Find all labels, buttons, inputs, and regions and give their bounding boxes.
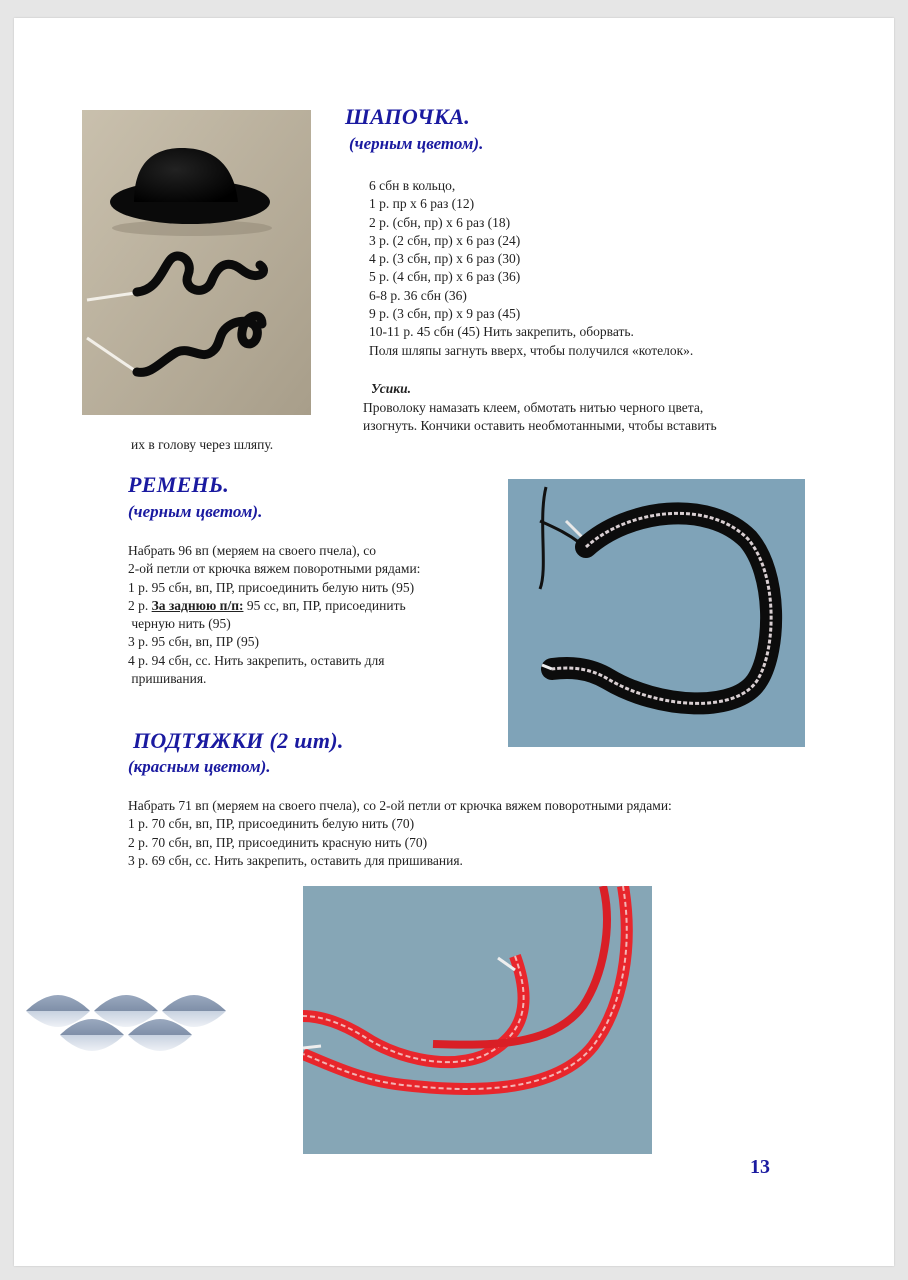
belt-row2-prefix: 2 р. [128,597,152,613]
belt-line: Набрать 96 вп (меряем на своего пчела), со [128,543,377,558]
whiskers-title: Усики. [371,381,411,396]
belt-instructions [128,542,420,688]
whiskers-line: изогнуть. Кончики оставить необмотанными, чтобы вставить [363,418,717,433]
hat-row: 10-11 р. 45 сбн (45) Нить закрепить, оборвать. [369,324,634,340]
suspenders-line: 3 р. 69 сбн, сс. Нить закрепить, оставить для пришивания. [128,852,463,868]
belt-row2-bold: За заднюю п/п: [151,597,244,613]
belt-line: пришивания. [128,671,207,687]
belt-photo [508,479,805,747]
wave-diamond-ornament-icon [26,993,226,1055]
suspenders-subtitle: (красным цветом). [128,757,271,776]
hat-title: ШАПОЧКА. [345,104,471,129]
belt-line: 3 р. 95 сбн, вп, ПР (95) [128,634,259,650]
hat-row: 6 сбн в кольцо, [369,178,456,193]
suspenders-line: Набрать 71 вп (меряем на своего пчела), со 2-ой петли от крючка вяжем поворотными рядами: [128,798,672,813]
belt-line: 4 р. 94 сбн, сс. Нить закрепить, оставить для [128,652,385,668]
hat-subtitle: (черным цветом). [349,134,484,153]
belt-title: РЕМЕНЬ. [128,472,230,497]
hat-row: 1 р. пр х 6 раз (12) [369,196,475,212]
hat-row: 6-8 р. 36 сбн (36) [369,287,467,303]
belt-line: 1 р. 95 сбн, вп, ПР, присоединить белую нить (95) [128,579,415,595]
suspenders-line: 1 р. 70 сбн, вп, ПР, присоединить белую нить (70) [128,816,415,832]
hat-row: 2 р. (сбн, пр) х 6 раз (18) [369,214,511,230]
suspenders-title: ПОДТЯЖКИ (2 шт). [133,728,344,753]
hat-rows [369,177,693,360]
suspenders-line: 2 р. 70 сбн, вп, ПР, присоединить красную нить (70) [128,834,428,850]
suspenders-instructions [128,797,672,870]
whiskers-line: Проволоку намазать клеем, обмотать нитью черного цвета, [363,400,704,415]
suspenders-photo [303,886,652,1154]
hat-row: 5 р. (4 сбн, пр) х 6 раз (36) [369,269,521,285]
page-number: 13 [750,1156,770,1178]
hat-photo [82,110,311,415]
whiskers-line: их в голову через шляпу. [131,437,274,452]
belt-row2-rest: 95 сс, вп, ПР, присоединить [243,597,406,613]
belt-row-2 [128,597,420,615]
belt-line: 2-ой петли от крючка вяжем поворотными рядами: [128,561,421,577]
hat-row: 9 р. (3 сбн, пр) х 9 раз (45) [369,306,521,322]
hat-row: Поля шляпы загнуть вверх, чтобы получился «котелок». [369,342,694,358]
belt-subtitle: (черным цветом). [128,502,263,521]
hat-row: 4 р. (3 сбн, пр) х 6 раз (30) [369,251,521,267]
hat-row: 3 р. (2 сбн, пр) х 6 раз (24) [369,232,521,248]
belt-line: черную нить (95) [128,616,231,632]
